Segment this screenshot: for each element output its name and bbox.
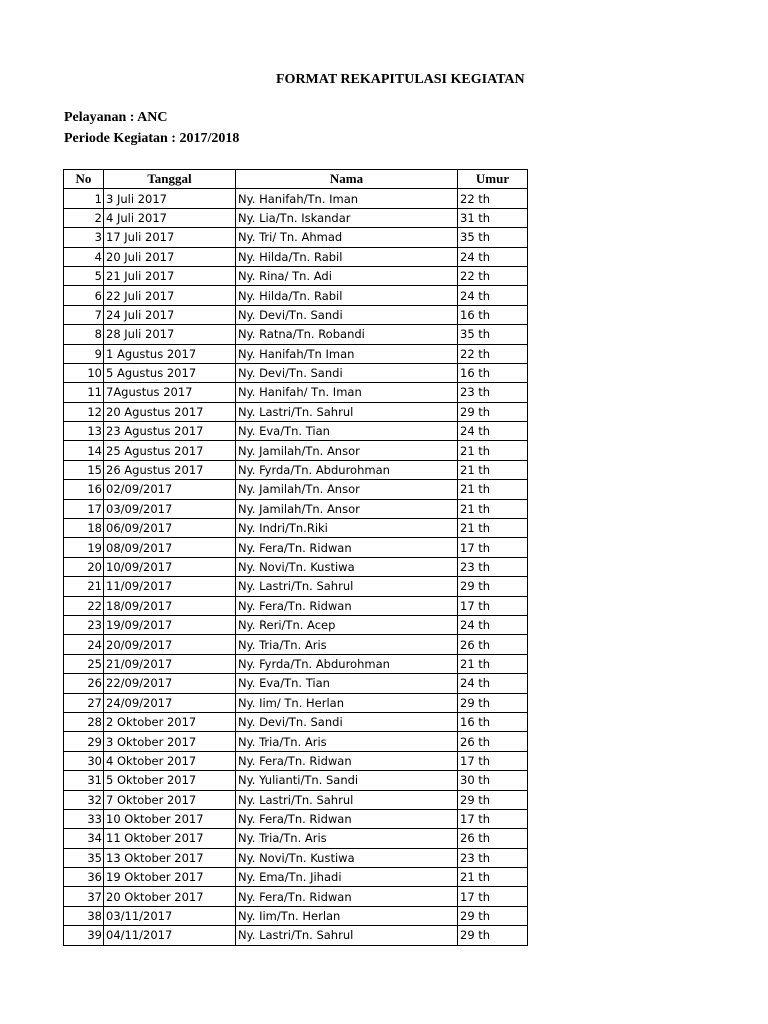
row-date: 3 Oktober 2017 [104,732,236,751]
table-body [64,189,528,945]
header-date: Tanggal [104,170,236,189]
row-age: 23 th [458,383,528,402]
row-date: 19/09/2017 [104,615,236,634]
row-name: Ny. Rina/ Tn. Adi [236,266,458,285]
row-name: Ny. Reri/Tn. Acep [236,615,458,634]
table-row [64,829,528,848]
row-name: Ny. Hanifah/Tn. Iman [236,189,458,208]
row-age: 24 th [458,247,528,266]
row-age: 16 th [458,305,528,324]
row-date: 10/09/2017 [104,557,236,576]
row-name: Ny. Fera/Tn. Ridwan [236,751,458,770]
row-age: 21 th [458,480,528,499]
row-date: 13 Oktober 2017 [104,848,236,867]
table-row [64,519,528,538]
table-row [64,635,528,654]
row-age: 21 th [458,460,528,479]
row-name: Ny. Fyrda/Tn. Abdurohman [236,460,458,479]
row-name: Ny. Eva/Tn. Tian [236,422,458,441]
row-age: 21 th [458,441,528,460]
row-date: 25 Agustus 2017 [104,441,236,460]
table-row [64,693,528,712]
row-age: 21 th [458,868,528,887]
row-date: 3 Juli 2017 [104,189,236,208]
row-date: 4 Juli 2017 [104,208,236,227]
row-number: 18 [64,519,104,538]
table-row [64,325,528,344]
row-date: 5 Oktober 2017 [104,771,236,790]
row-number: 3 [64,228,104,247]
table-row [64,577,528,596]
row-name: Ny. Hilda/Tn. Rabil [236,286,458,305]
row-number: 9 [64,344,104,363]
row-number: 13 [64,422,104,441]
table-row [64,538,528,557]
row-date: 7Agustus 2017 [104,383,236,402]
row-name: Ny. Iim/Tn. Herlan [236,906,458,925]
row-age: 29 th [458,693,528,712]
row-name: Ny. Fera/Tn. Ridwan [236,538,458,557]
row-number: 30 [64,751,104,770]
header-name: Nama [236,170,458,189]
row-date: 11 Oktober 2017 [104,829,236,848]
row-number: 34 [64,829,104,848]
row-date: 21 Juli 2017 [104,266,236,285]
table-row [64,868,528,887]
row-name: Ny. Tria/Tn. Aris [236,829,458,848]
row-age: 29 th [458,577,528,596]
row-date: 24 Juli 2017 [104,305,236,324]
row-name: Ny. Tri/ Tn. Ahmad [236,228,458,247]
row-name: Ny. Eva/Tn. Tian [236,674,458,693]
table-row [64,557,528,576]
row-name: Ny. Lastri/Tn. Sahrul [236,577,458,596]
title-area [0,70,526,92]
row-age: 24 th [458,615,528,634]
row-number: 35 [64,848,104,867]
row-number: 4 [64,247,104,266]
row-date: 10 Oktober 2017 [104,809,236,828]
table-row [64,383,528,402]
row-name: Ny. Jamilah/Tn. Ansor [236,499,458,518]
row-number: 10 [64,363,104,382]
row-name: Ny. Lastri/Tn. Sahrul [236,402,458,421]
row-age: 17 th [458,538,528,557]
row-number: 16 [64,480,104,499]
row-name: Ny. Indri/Tn.Riki [236,519,458,538]
table-row [64,363,528,382]
row-number: 26 [64,674,104,693]
row-number: 8 [64,325,104,344]
row-name: Ny. Jamilah/Tn. Ansor [236,441,458,460]
table-row [64,809,528,828]
table-row [64,732,528,751]
table-row [64,228,528,247]
row-date: 17 Juli 2017 [104,228,236,247]
table-row [64,189,528,208]
row-number: 14 [64,441,104,460]
header-no: No [64,170,104,189]
row-number: 19 [64,538,104,557]
row-name: Ny. Tria/Tn. Aris [236,732,458,751]
service-line: Pelayanan : ANC [64,110,168,125]
row-age: 30 th [458,771,528,790]
table-row [64,460,528,479]
row-date: 19 Oktober 2017 [104,868,236,887]
row-number: 27 [64,693,104,712]
row-number: 31 [64,771,104,790]
table-row [64,286,528,305]
row-age: 21 th [458,519,528,538]
row-age: 21 th [458,499,528,518]
table-row [64,596,528,615]
row-name: Ny. Fera/Tn. Ridwan [236,887,458,906]
row-number: 36 [64,868,104,887]
table-row [64,848,528,867]
table-row [64,422,528,441]
row-number: 33 [64,809,104,828]
row-number: 2 [64,208,104,227]
table-row [64,615,528,634]
row-number: 12 [64,402,104,421]
header-age: Umur [458,170,528,189]
table-row [64,208,528,227]
row-name: Ny. Yulianti/Tn. Sandi [236,771,458,790]
row-date: 20 Agustus 2017 [104,402,236,421]
row-number: 5 [64,266,104,285]
row-date: 11/09/2017 [104,577,236,596]
row-date: 1 Agustus 2017 [104,344,236,363]
row-number: 20 [64,557,104,576]
row-date: 24/09/2017 [104,693,236,712]
row-name: Ny. Iim/ Tn. Herlan [236,693,458,712]
row-date: 04/11/2017 [104,926,236,945]
row-age: 26 th [458,732,528,751]
row-date: 2 Oktober 2017 [104,712,236,731]
row-date: 03/11/2017 [104,906,236,925]
row-number: 15 [64,460,104,479]
table-row [64,266,528,285]
row-date: 08/09/2017 [104,538,236,557]
row-age: 17 th [458,751,528,770]
header-row [64,170,528,189]
row-date: 28 Juli 2017 [104,325,236,344]
row-date: 21/09/2017 [104,654,236,673]
row-number: 1 [64,189,104,208]
row-age: 31 th [458,208,528,227]
row-number: 21 [64,577,104,596]
table-row [64,441,528,460]
row-age: 21 th [458,654,528,673]
row-number: 37 [64,887,104,906]
row-date: 22/09/2017 [104,674,236,693]
row-number: 11 [64,383,104,402]
table-row [64,344,528,363]
row-age: 29 th [458,906,528,925]
recap-table [63,169,528,946]
table-row [64,906,528,925]
row-date: 03/09/2017 [104,499,236,518]
row-number: 22 [64,596,104,615]
row-date: 26 Agustus 2017 [104,460,236,479]
row-age: 17 th [458,809,528,828]
row-age: 29 th [458,926,528,945]
row-date: 02/09/2017 [104,480,236,499]
row-number: 24 [64,635,104,654]
row-age: 17 th [458,887,528,906]
row-number: 32 [64,790,104,809]
row-number: 28 [64,712,104,731]
table-row [64,926,528,945]
row-name: Ny. Ratna/Tn. Robandi [236,325,458,344]
row-age: 17 th [458,596,528,615]
row-number: 25 [64,654,104,673]
table-row [64,674,528,693]
row-name: Ny. Lastri/Tn. Sahrul [236,790,458,809]
row-name: Ny. Fera/Tn. Ridwan [236,596,458,615]
row-name: Ny. Fera/Tn. Ridwan [236,809,458,828]
row-age: 16 th [458,712,528,731]
row-date: 5 Agustus 2017 [104,363,236,382]
row-age: 22 th [458,344,528,363]
row-age: 24 th [458,674,528,693]
row-name: Ny. Fyrda/Tn. Abdurohman [236,654,458,673]
row-age: 29 th [458,790,528,809]
row-name: Ny. Jamilah/Tn. Ansor [236,480,458,499]
row-age: 24 th [458,286,528,305]
row-date: 7 Oktober 2017 [104,790,236,809]
row-date: 4 Oktober 2017 [104,751,236,770]
row-age: 24 th [458,422,528,441]
table-row [64,402,528,421]
row-age: 22 th [458,266,528,285]
row-age: 29 th [458,402,528,421]
table-row [64,305,528,324]
row-date: 20 Oktober 2017 [104,887,236,906]
row-name: Ny. Devi/Tn. Sandi [236,712,458,731]
row-number: 17 [64,499,104,518]
row-number: 39 [64,926,104,945]
row-date: 23 Agustus 2017 [104,422,236,441]
row-name: Ny. Novi/Tn. Kustiwa [236,557,458,576]
table-row [64,751,528,770]
row-date: 20 Juli 2017 [104,247,236,266]
row-age: 26 th [458,829,528,848]
period-line: Periode Kegiatan : 2017/2018 [64,131,240,146]
table-row [64,480,528,499]
row-name: Ny. Novi/Tn. Kustiwa [236,848,458,867]
table-row [64,654,528,673]
row-date: 20/09/2017 [104,635,236,654]
row-name: Ny. Lastri/Tn. Sahrul [236,926,458,945]
table-row [64,499,528,518]
row-name: Ny. Devi/Tn. Sandi [236,305,458,324]
row-name: Ny. Hilda/Tn. Rabil [236,247,458,266]
row-age: 35 th [458,325,528,344]
row-age: 23 th [458,848,528,867]
row-name: Ny. Devi/Tn. Sandi [236,363,458,382]
document-title: FORMAT REKAPITULASI KEGIATAN [276,72,525,87]
row-age: 22 th [458,189,528,208]
row-age: 35 th [458,228,528,247]
row-date: 18/09/2017 [104,596,236,615]
row-name: Ny. Hanifah/ Tn. Iman [236,383,458,402]
row-age: 23 th [458,557,528,576]
row-name: Ny. Ema/Tn. Jihadi [236,868,458,887]
row-date: 22 Juli 2017 [104,286,236,305]
table-row [64,712,528,731]
table-row [64,790,528,809]
table-row [64,247,528,266]
row-age: 16 th [458,363,528,382]
row-name: Ny. Hanifah/Tn Iman [236,344,458,363]
row-name: Ny. Tria/Tn. Aris [236,635,458,654]
row-date: 06/09/2017 [104,519,236,538]
row-number: 7 [64,305,104,324]
row-number: 38 [64,906,104,925]
row-name: Ny. Lia/Tn. Iskandar [236,208,458,227]
row-number: 23 [64,615,104,634]
row-number: 29 [64,732,104,751]
row-age: 26 th [458,635,528,654]
row-number: 6 [64,286,104,305]
table-row [64,771,528,790]
table-row [64,887,528,906]
